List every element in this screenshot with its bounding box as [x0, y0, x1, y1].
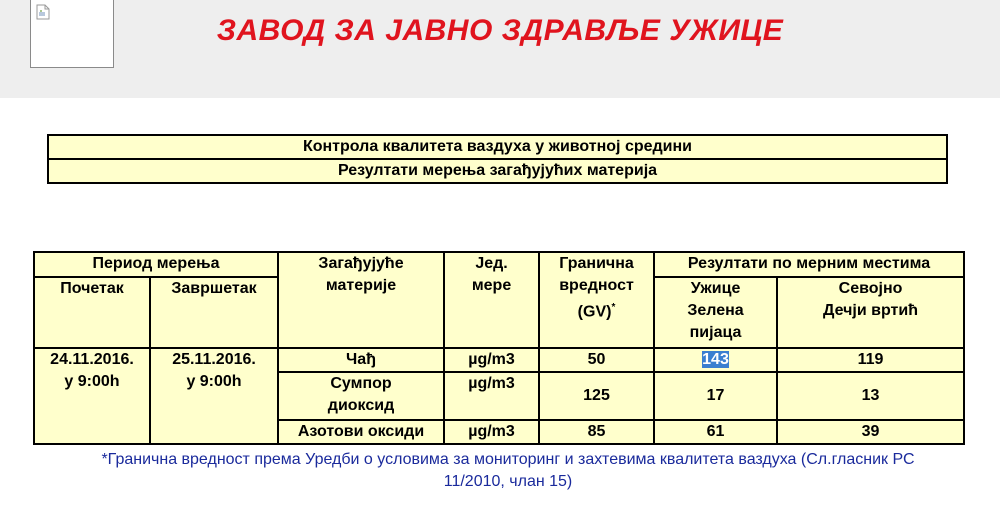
- site1-value-cell: 17: [654, 372, 777, 420]
- page-header: [0, 0, 1000, 98]
- selected-value[interactable]: 143: [702, 351, 729, 368]
- site2-value-cell: 119: [777, 348, 964, 372]
- table-row: [34, 348, 964, 372]
- start-header: Почетак: [34, 277, 150, 348]
- site2-header-l1: Севојно: [838, 280, 903, 297]
- results-table: [33, 251, 965, 445]
- pollutant-l1: Сумпор: [330, 375, 392, 392]
- results-header: Резултати по мерним местима: [654, 252, 964, 277]
- site2-value-cell: 13: [777, 372, 964, 420]
- footnote-line-1: *Гранична вредност према Уредби о условима за мониторинг и захтевима квалитета ваздуха (Сл.гласник РС: [101, 451, 915, 468]
- unit-cell: µg/m3: [444, 420, 539, 444]
- site1-value-cell[interactable]: [654, 348, 777, 372]
- pollutant-cell: Азотови оксиди: [278, 420, 444, 444]
- unit-header-l1: Јед.: [475, 255, 508, 272]
- start-date: 24.11.2016.: [50, 351, 134, 368]
- end-header: Завршетак: [150, 277, 278, 348]
- unit-header: [444, 252, 539, 348]
- limit-header-l1: Гранична: [559, 255, 634, 272]
- end-time: у 9:00h: [186, 373, 242, 390]
- limit-header-sup: *: [611, 302, 616, 313]
- period-header: Период мерења: [34, 252, 278, 277]
- limit-cell: 50: [539, 348, 654, 372]
- site2-value-cell: 39: [777, 420, 964, 444]
- unit-cell: µg/m3: [444, 372, 539, 420]
- subtitle-line-2: Резултати мерења загађујућих материја: [48, 159, 947, 183]
- footnote: [20, 449, 996, 493]
- subtitle-table: [47, 134, 948, 184]
- site1-header-l1: Ужице: [690, 280, 741, 297]
- pollutant-cell: Чађ: [278, 348, 444, 372]
- limit-cell: 85: [539, 420, 654, 444]
- site1-value-cell: 61: [654, 420, 777, 444]
- site2-header-l2: Дечји вртић: [823, 302, 918, 319]
- site1-header-l3: пијаца: [689, 324, 742, 341]
- limit-header-l3: (GV): [577, 303, 612, 321]
- pollutant-cell: [278, 372, 444, 420]
- unit-cell: µg/m3: [444, 348, 539, 372]
- site1-header: [654, 277, 777, 348]
- unit-header-l2: мере: [471, 277, 512, 294]
- pollutant-l2: диоксид: [327, 397, 395, 414]
- limit-header-l2: вредност: [559, 277, 634, 294]
- page-title: ЗАВОД ЗА ЈАВНО ЗДРАВЉЕ УЖИЦЕ: [216, 14, 784, 47]
- limit-header: [539, 252, 654, 348]
- end-date: 25.11.2016.: [172, 351, 256, 368]
- start-time: у 9:00h: [64, 373, 120, 390]
- subtitle-line-1: Контрола квалитета ваздуха у животној средини: [48, 135, 947, 159]
- pollutant-header-l1: Загађујуће: [318, 255, 404, 272]
- pollutant-header-l2: материје: [325, 277, 397, 294]
- site1-header-l2: Зелена: [687, 302, 744, 319]
- start-cell: [34, 348, 150, 444]
- limit-cell: 125: [539, 372, 654, 420]
- end-cell: [150, 348, 278, 444]
- footnote-line-2: 11/2010, члан 15): [443, 473, 573, 490]
- pollutant-header: [278, 252, 444, 348]
- site2-header: [777, 277, 964, 348]
